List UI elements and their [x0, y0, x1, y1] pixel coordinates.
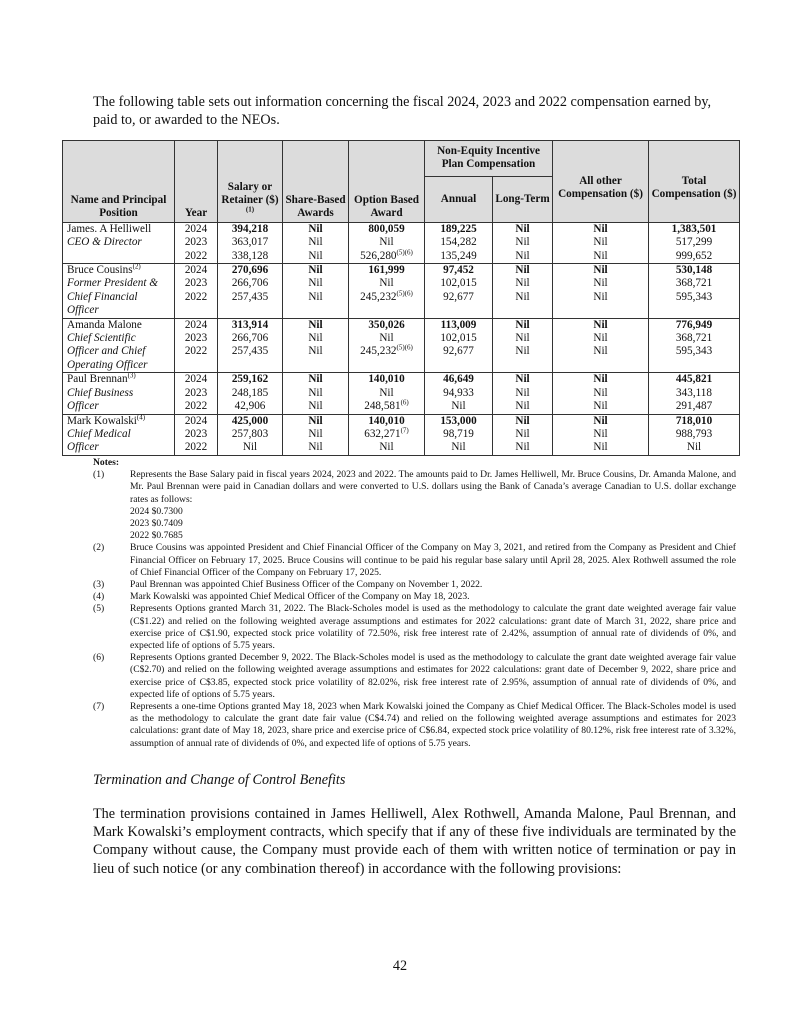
cell-salary	[218, 359, 283, 373]
note-text: Mark Kowalski was appointed Chief Medical Officer of the Company on May 18, 2023.	[130, 591, 470, 603]
cell-salary: 257,435	[218, 291, 283, 304]
cell-option: $526,280^{(5)(6)}$	[349, 250, 425, 264]
person-name: Paul Brennan$^{(3)}$	[63, 373, 175, 387]
person-group	[63, 264, 740, 319]
cell-option: 800,059	[349, 222, 425, 236]
person-title: Former President &	[63, 277, 175, 290]
cell-share: Nil	[283, 373, 349, 387]
cell-option: $245,232^{(5)(6)}$	[349, 291, 425, 304]
note-text: Represents Options granted March 31, 2022. The Black-Scholes model is used as the methodology to calculate the grant date weighted average fair value (C$1.22) and relied on the following weighted average assumptions and estimates for 2022 calculations: grant date of March 31, 2022, share price and exercise price of C$1.90, expected stock price volatility of 72.50%, risk free interest rate of 2.42%, assumption of annual rate of dividends of 0%, and expected life of options of 5.75 years.	[130, 603, 736, 652]
note-item	[93, 603, 736, 652]
cell-year: 2022	[175, 400, 218, 414]
cell-annual: 102,015	[425, 277, 493, 290]
header-all-other: All other Compensation ($)	[553, 141, 649, 223]
note-item	[93, 469, 736, 542]
cell-salary: 257,803	[218, 428, 283, 441]
cell-year: 2022	[175, 250, 218, 264]
cell-salary: 363,017	[218, 236, 283, 249]
cell-total	[649, 304, 740, 318]
cell-longterm: Nil	[493, 250, 553, 264]
cell-total: 718,010	[649, 414, 740, 428]
cell-year: 2023	[175, 277, 218, 290]
cell-other: Nil	[553, 264, 649, 278]
cell-other: Nil	[553, 222, 649, 236]
cell-salary: 270,696	[218, 264, 283, 278]
header-annual: Annual	[425, 176, 493, 222]
notes-heading: Notes:	[93, 457, 120, 468]
note-item	[93, 542, 736, 579]
cell-annual: 92,677	[425, 345, 493, 358]
cell-total: 999,652	[649, 250, 740, 264]
person-name: Amanda Malone	[63, 318, 175, 332]
cell-total: 595,343	[649, 345, 740, 358]
header-non-equity-group: Non-Equity Incentive Plan Compensation	[425, 141, 553, 177]
person-title: Officer	[63, 304, 175, 318]
cell-salary: Nil	[218, 441, 283, 455]
notes-list	[93, 469, 736, 750]
person-title: Officer and Chief	[63, 345, 175, 358]
cell-year: 2024	[175, 222, 218, 236]
cell-annual	[425, 359, 493, 373]
section-heading: Termination and Change of Control Benefits	[93, 772, 346, 788]
person-title: Operating Officer	[63, 359, 175, 373]
cell-share: Nil	[283, 345, 349, 358]
cell-total: 595,343	[649, 291, 740, 304]
person-title: Chief Medical	[63, 428, 175, 441]
cell-option: Nil	[349, 277, 425, 290]
table-row	[63, 359, 740, 373]
cell-share: Nil	[283, 387, 349, 400]
compensation-table	[62, 140, 740, 456]
cell-other: Nil	[553, 441, 649, 455]
cell-year: 2022	[175, 291, 218, 304]
person-title: Chief Scientific	[63, 332, 175, 345]
cell-year: 2024	[175, 373, 218, 387]
section-paragraph: The termination provisions contained in James Helliwell, Alex Rothwell, Amanda Malone, Paul Brennan, and Mark Kowalski’s employment contracts, which specify that if any of these five individuals are terminated by the Company without cause, the Company must provide each of them with written notice of termination or pay in lieu of such notice (or any combination thereof) in accordance with the following provisions:	[93, 806, 736, 877]
cell-year: 2022	[175, 345, 218, 358]
cell-share: Nil	[283, 222, 349, 236]
cell-salary: 257,435	[218, 345, 283, 358]
cell-longterm: Nil	[493, 236, 553, 249]
cell-other: Nil	[553, 277, 649, 290]
notes-section	[93, 457, 736, 750]
cell-total: 776,949	[649, 318, 740, 332]
cell-total: Nil	[649, 441, 740, 455]
table-row	[63, 400, 740, 414]
table-row	[63, 291, 740, 304]
person-title: Chief Financial	[63, 291, 175, 304]
cell-salary: 266,706	[218, 332, 283, 345]
header-total: Total Compensation ($)	[649, 141, 740, 223]
cell-option	[349, 359, 425, 373]
exchange-rate: 2024 $0.7300	[130, 505, 183, 517]
note-item	[93, 579, 736, 591]
cell-annual: 46,649	[425, 373, 493, 387]
intro-paragraph: The following table sets out information concerning the fiscal 2024, 2023 and 2022 compensation earned by, paid to, or awarded to the NEOs.	[93, 94, 712, 128]
cell-total: 368,721	[649, 277, 740, 290]
cell-year: 2023	[175, 332, 218, 345]
cell-annual: 135,249	[425, 250, 493, 264]
cell-longterm: Nil	[493, 373, 553, 387]
cell-annual: 189,225	[425, 222, 493, 236]
cell-year: 2022	[175, 441, 218, 455]
cell-option	[349, 304, 425, 318]
cell-annual: 98,719	[425, 428, 493, 441]
cell-other: Nil	[553, 387, 649, 400]
cell-year: 2024	[175, 318, 218, 332]
cell-share: Nil	[283, 277, 349, 290]
person-title: CEO & Director	[63, 236, 175, 249]
person-title: Chief Business	[63, 387, 175, 400]
cell-year: 2023	[175, 236, 218, 249]
cell-total: 517,299	[649, 236, 740, 249]
cell-salary: 394,218	[218, 222, 283, 236]
cell-year: 2023	[175, 387, 218, 400]
cell-annual: Nil	[425, 400, 493, 414]
cell-salary: 425,000	[218, 414, 283, 428]
person-group	[63, 414, 740, 455]
table-row	[63, 428, 740, 441]
cell-option: Nil	[349, 441, 425, 455]
header-name: Name and Principal Position	[63, 141, 175, 223]
cell-share: Nil	[283, 264, 349, 278]
person-name: Bruce Cousins$^{(2)}$	[63, 264, 175, 278]
cell-share: Nil	[283, 291, 349, 304]
cell-option: 140,010	[349, 373, 425, 387]
cell-salary: 338,128	[218, 250, 283, 264]
cell-total: 291,487	[649, 400, 740, 414]
note-number: (3)	[93, 579, 105, 591]
note-number: (7)	[93, 701, 105, 713]
person-name: Mark Kowalski$^{(4)}$	[63, 414, 175, 428]
cell-longterm: Nil	[493, 414, 553, 428]
cell-salary: 42,906	[218, 400, 283, 414]
header-share-based: Share-Based Awards	[283, 141, 349, 223]
cell-longterm: Nil	[493, 332, 553, 345]
cell-annual: 94,933	[425, 387, 493, 400]
cell-option: 248,581$^{(6)}$	[349, 400, 425, 414]
cell-other: Nil	[553, 345, 649, 358]
cell-other: Nil	[553, 291, 649, 304]
header-option-based: Option Based Award	[349, 141, 425, 223]
cell-annual: 154,282	[425, 236, 493, 249]
cell-total	[649, 359, 740, 373]
cell-share: Nil	[283, 318, 349, 332]
cell-longterm: Nil	[493, 387, 553, 400]
cell-share: Nil	[283, 250, 349, 264]
note-number: (6)	[93, 652, 105, 664]
header-year: Year	[175, 141, 218, 223]
empty-cell	[63, 250, 175, 264]
note-item	[93, 652, 736, 701]
note-number: (2)	[93, 542, 105, 554]
cell-share	[283, 304, 349, 318]
cell-total: 530,148	[649, 264, 740, 278]
cell-share: Nil	[283, 428, 349, 441]
person-name: James. A Helliwell	[63, 222, 175, 236]
cell-total: 368,721	[649, 332, 740, 345]
table-row	[63, 373, 740, 387]
table-row	[63, 222, 740, 236]
table-row	[63, 345, 740, 358]
page-number: 42	[392, 958, 408, 974]
note-text: Bruce Cousins was appointed President and Chief Financial Officer of the Company on May 3, 2021, and retired from the Company as President and Chief Financial Officer on February 17, 2025. Bruce Cousins will continue to be paid his regular base salary until April 28, 2025. Alex Rothwell assumed the role of Chief Financial Officer of the Company on February 17, 2025.	[130, 542, 736, 578]
cell-option: 350,026	[349, 318, 425, 332]
note-item	[93, 591, 736, 603]
header-long-term: Long-Term	[493, 176, 553, 222]
cell-other: Nil	[553, 236, 649, 249]
cell-option: 632,271$^{(7)}$	[349, 428, 425, 441]
person-group	[63, 373, 740, 414]
cell-other: Nil	[553, 400, 649, 414]
cell-longterm: Nil	[493, 441, 553, 455]
header-salary: Salary or Retainer ($)$^{(1)}$	[218, 141, 283, 223]
cell-salary: 248,185	[218, 387, 283, 400]
cell-year: 2024	[175, 414, 218, 428]
cell-salary: 266,706	[218, 277, 283, 290]
cell-share: Nil	[283, 400, 349, 414]
note-text: Paul Brennan was appointed Chief Business Officer of the Company on November 1, 2022.	[130, 579, 483, 591]
cell-salary: 259,162	[218, 373, 283, 387]
cell-other: Nil	[553, 332, 649, 345]
cell-option: Nil	[349, 332, 425, 345]
note-number: (5)	[93, 603, 105, 615]
cell-total: 988,793	[649, 428, 740, 441]
note-text: Represents the Base Salary paid in fiscal years 2024, 2023 and 2022. The amounts paid to Dr. James Helliwell, Mr. Bruce Cousins, Dr. Amanda Malone, and Mr. Paul Brennan were paid in Canadian dollars and were converted to U.S. dollars using the Bank of Canada’s average Canadian to U.S. dollar exchange rates as follows: 2024 $0.7300 2023 $0.7409 2022 $0.7685	[130, 469, 736, 542]
cell-option: Nil	[349, 387, 425, 400]
note-number: (4)	[93, 591, 105, 603]
cell-other: Nil	[553, 414, 649, 428]
cell-longterm: Nil	[493, 428, 553, 441]
table-row	[63, 318, 740, 332]
exchange-rate: 2022 $0.7685	[130, 530, 183, 542]
cell-share: Nil	[283, 332, 349, 345]
table-row	[63, 264, 740, 278]
cell-longterm: Nil	[493, 222, 553, 236]
note-text: Represents Options granted December 9, 2022. The Black-Scholes model is used as the methodology to calculate the grant date weighted average fair value (C$2.70) and relied on the following weighted average assumptions and estimates for 2022 calculations: grant date of December 9, 2022, share price and exercise price of C$3.85, expected stock price volatility of 82.02%, risk free interest rate of 2.95%, assumption of annual rate of dividends of 0%, and expected life of options of 5.75 years.	[130, 652, 736, 700]
table-row	[63, 441, 740, 455]
cell-longterm: Nil	[493, 291, 553, 304]
note-text: Represents a one-time Options granted May 18, 2023 when Mark Kowalski joined the Company as Chief Medical Officer. The Black-Scholes model is used as the methodology to calculate the grant date fair value (C$4.74) and relied on the following weighted average assumptions and estimates for 2023 calculations: grant date of May 18, 2023, share price and exercise price of C$6.84, expected stock price volatility of 80.12%, risk free interest rate of 3.32%, assumption of annual rate of dividends of 0%, and expected life of options of 5.75 years.	[130, 701, 736, 749]
cell-other	[553, 359, 649, 373]
cell-year	[175, 359, 218, 373]
cell-year: 2024	[175, 264, 218, 278]
cell-other: Nil	[553, 250, 649, 264]
person-group	[63, 318, 740, 373]
cell-option: 140,010	[349, 414, 425, 428]
cell-total: 1,383,501	[649, 222, 740, 236]
cell-year	[175, 304, 218, 318]
cell-other: Nil	[553, 318, 649, 332]
cell-share: Nil	[283, 236, 349, 249]
cell-option: 161,999	[349, 264, 425, 278]
cell-salary	[218, 304, 283, 318]
cell-longterm: Nil	[493, 345, 553, 358]
cell-annual: 113,009	[425, 318, 493, 332]
cell-option: $245,232^{(5)(6)}$	[349, 345, 425, 358]
cell-longterm	[493, 359, 553, 373]
cell-share: Nil	[283, 414, 349, 428]
cell-annual: 97,452	[425, 264, 493, 278]
cell-total: 343,118	[649, 387, 740, 400]
cell-annual: 153,000	[425, 414, 493, 428]
cell-annual: Nil	[425, 441, 493, 455]
cell-total: 445,821	[649, 373, 740, 387]
cell-other	[553, 304, 649, 318]
cell-longterm: Nil	[493, 277, 553, 290]
cell-annual	[425, 304, 493, 318]
note-number: (1)	[93, 469, 105, 481]
person-title: Officer	[63, 400, 175, 414]
cell-other: Nil	[553, 428, 649, 441]
cell-longterm	[493, 304, 553, 318]
cell-year: 2023	[175, 428, 218, 441]
cell-longterm: Nil	[493, 400, 553, 414]
cell-share: Nil	[283, 441, 349, 455]
cell-annual: 92,677	[425, 291, 493, 304]
cell-option: Nil	[349, 236, 425, 249]
note-item	[93, 701, 736, 750]
cell-salary: 313,914	[218, 318, 283, 332]
exchange-rate: 2023 $0.7409	[130, 518, 183, 530]
cell-longterm: Nil	[493, 264, 553, 278]
cell-other: Nil	[553, 373, 649, 387]
person-group	[63, 222, 740, 263]
cell-annual: 102,015	[425, 332, 493, 345]
cell-longterm: Nil	[493, 318, 553, 332]
person-title: Officer	[63, 441, 175, 455]
table-row	[63, 304, 740, 318]
table-row	[63, 250, 740, 264]
cell-share	[283, 359, 349, 373]
